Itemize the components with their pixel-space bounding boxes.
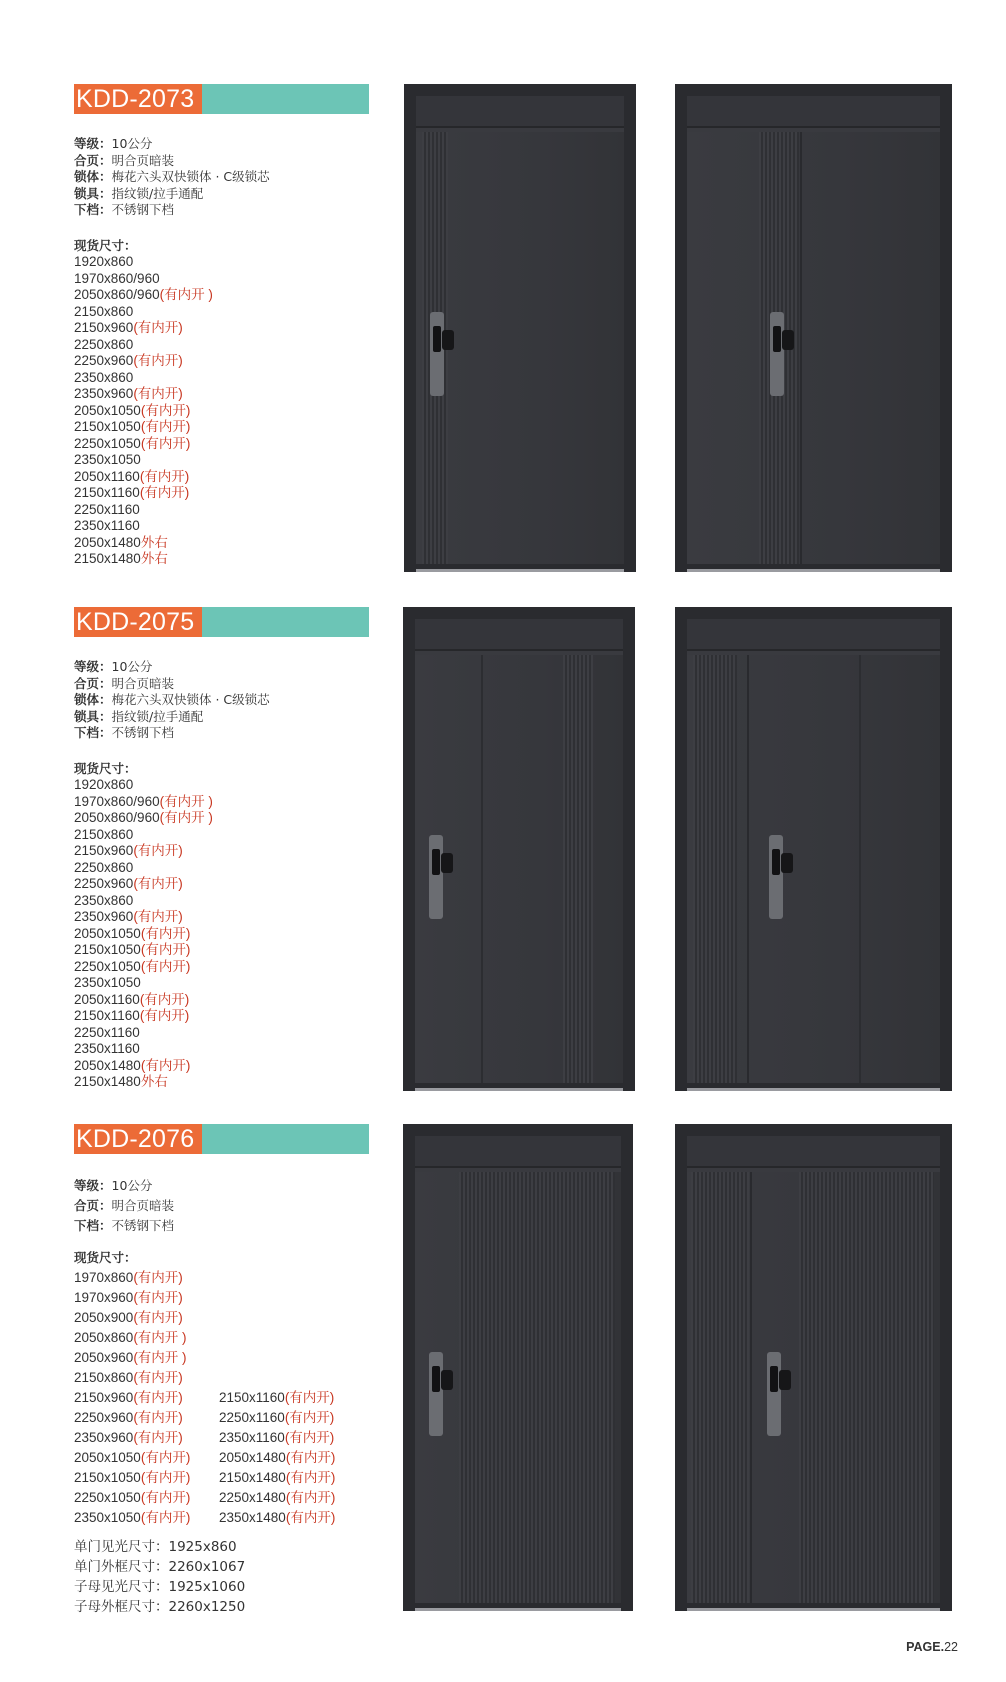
door-groove-line	[859, 655, 861, 1083]
size-item: 2050x1480外右	[74, 534, 168, 550]
door-groove-line	[481, 655, 483, 1083]
size-item: 2350x860	[74, 892, 134, 908]
spec-line: 等级：10公分	[74, 1178, 153, 1193]
size-list	[74, 777, 270, 1091]
size-item: 2150x1050(有内开)	[74, 1470, 191, 1485]
size-item: 2150x1160(有内开)	[219, 1390, 335, 1405]
size-item: 2150x1480外右	[74, 551, 168, 566]
dimension-item: 单门见光尺寸：1925x860	[74, 1539, 237, 1555]
door-seam	[747, 655, 749, 1083]
door-image-single	[404, 84, 636, 572]
size-item: 2150x1160(有内开)	[74, 485, 190, 500]
size-item: 2150x1480(有内开)	[219, 1470, 336, 1485]
size-item: 1920x860	[74, 777, 134, 792]
size-item: 2350x1160	[74, 518, 140, 533]
door-threshold	[415, 1088, 623, 1091]
spec-line: 合页：明合页暗装	[74, 152, 175, 168]
sizes-heading: 现货尺寸：	[74, 760, 137, 776]
sizes-heading: 现货尺寸：	[74, 237, 137, 253]
size-item: 2350x1160(有内开)	[219, 1430, 335, 1445]
size-item: 1970x860/960	[74, 270, 160, 286]
size-item: 2050x860/960(有内开 )	[74, 287, 213, 302]
smart-lock-handle	[767, 1352, 781, 1436]
size-item: 2150x960(有内开)	[74, 320, 183, 335]
dimension-item: 子母见光尺寸：1925x1060	[74, 1579, 246, 1595]
door-panel	[687, 1136, 940, 1603]
size-item: 1920x860	[74, 254, 134, 269]
spec-list	[74, 136, 270, 568]
size-item: 2350x1050	[74, 975, 141, 990]
size-item: 2150x960(有内开)	[74, 843, 183, 858]
size-item: 2150x860(有内开)	[74, 1370, 183, 1385]
door-leaf	[687, 655, 940, 1083]
door-image-double	[675, 1124, 952, 1611]
door-seam	[750, 1172, 752, 1603]
door-panel	[687, 619, 940, 1083]
size-item: 2050x860(有内开 )	[74, 1330, 187, 1345]
dimension-item: 子母外框尺寸：2260x1250	[74, 1599, 246, 1615]
spec-line: 锁具：指纹锁/拉手通配	[74, 185, 204, 201]
size-column-right	[219, 1268, 364, 1528]
door-panel	[415, 619, 623, 1083]
spec-line: 下档：不锈钢下档	[74, 202, 175, 217]
door-leaf	[687, 132, 940, 564]
size-item: 2250x1480(有内开)	[219, 1490, 336, 1505]
spec-line: 下档：不锈钢下档	[74, 1218, 175, 1233]
door-transom	[687, 96, 940, 128]
size-item: 2350x1050	[74, 452, 141, 467]
door-transom	[415, 619, 623, 651]
size-item: 2250x1160	[74, 1024, 140, 1040]
size-item: 2050x960(有内开 )	[74, 1350, 187, 1365]
door-threshold	[415, 1608, 621, 1611]
spec-list	[74, 659, 270, 1091]
door-image-double	[675, 84, 952, 572]
size-item: 2150x1050(有内开)	[74, 942, 191, 957]
size-item: 2050x900(有内开)	[74, 1310, 183, 1325]
size-item: 2350x1160	[74, 1041, 140, 1056]
door-leaf	[687, 1172, 940, 1603]
door-leaf	[415, 655, 623, 1083]
dimension-item: 单门外框尺寸：2260x1067	[74, 1559, 246, 1575]
page-number: PAGE.22	[906, 1640, 958, 1654]
door-image-single	[403, 607, 635, 1091]
size-item: 2250x860	[74, 336, 134, 352]
door-threshold	[687, 1608, 940, 1611]
door-seam	[800, 132, 802, 564]
size-item: 2350x960(有内开)	[74, 1430, 183, 1445]
spec-line: 锁具：指纹锁/拉手通配	[74, 708, 204, 724]
spec-line: 合页：明合页暗装	[74, 1198, 175, 1213]
door-image-double	[675, 607, 952, 1091]
door-grooves	[691, 1172, 749, 1603]
size-item: 2150x1480外右	[74, 1074, 168, 1089]
size-item: 2050x1160(有内开)	[74, 991, 190, 1007]
door-grooves	[459, 1172, 615, 1603]
spec-list	[74, 1176, 364, 1617]
door-image-single	[403, 1124, 633, 1611]
model-title: KDD-2075	[74, 607, 202, 637]
size-item: 2050x1480(有内开)	[219, 1450, 336, 1465]
spec-line: 锁体：梅花六头双快锁体 · C级锁芯	[74, 169, 270, 184]
size-item: 2250x860	[74, 859, 134, 875]
door-threshold	[687, 569, 940, 572]
size-item: 2350x1050(有内开)	[74, 1510, 191, 1525]
size-item: 2050x860/960(有内开 )	[74, 810, 213, 825]
door-panel	[415, 1136, 621, 1603]
size-item: 2250x960(有内开)	[74, 876, 183, 891]
door-leaf	[415, 1172, 621, 1603]
door-leaf	[416, 132, 624, 564]
model-title-bar	[74, 1124, 369, 1154]
door-threshold	[416, 569, 624, 572]
size-list	[74, 254, 270, 568]
size-item: 2050x1050(有内开)	[74, 1450, 191, 1465]
size-column-left	[74, 1268, 219, 1528]
door-transom	[687, 619, 940, 651]
size-item: 2150x1050(有内开)	[74, 419, 191, 434]
size-item: 2150x860	[74, 303, 134, 319]
smart-lock-handle	[769, 835, 783, 919]
model-title: KDD-2073	[74, 84, 202, 114]
spec-line: 等级：10公分	[74, 136, 153, 151]
model-title-bar	[74, 84, 369, 114]
sizes-heading: 现货尺寸：	[74, 1250, 137, 1265]
size-item: 2250x1050(有内开)	[74, 435, 191, 451]
spec-line: 锁体：梅花六头双快锁体 · C级锁芯	[74, 692, 270, 707]
size-list	[74, 1268, 364, 1528]
size-item: 2050x1160(有内开)	[74, 468, 190, 484]
size-item: 2350x960(有内开)	[74, 386, 183, 401]
model-title: KDD-2076	[74, 1124, 202, 1154]
size-item: 2150x1160(有内开)	[74, 1008, 190, 1023]
size-item: 1970x860(有内开)	[74, 1270, 183, 1285]
size-item: 2250x1160	[74, 501, 140, 517]
size-item: 2050x1480(有内开)	[74, 1057, 191, 1073]
size-item: 2350x960(有内开)	[74, 909, 183, 924]
door-panel	[416, 96, 624, 564]
size-item: 2250x1050(有内开)	[74, 1490, 191, 1505]
size-item: 1970x960(有内开)	[74, 1290, 183, 1305]
door-grooves	[563, 655, 593, 1083]
smart-lock-handle	[429, 835, 443, 919]
smart-lock-handle	[429, 1352, 443, 1436]
size-item: 2250x1160(有内开)	[219, 1410, 335, 1425]
door-grooves	[693, 655, 737, 1083]
smart-lock-handle	[770, 312, 784, 396]
door-threshold	[687, 1088, 940, 1091]
size-item: 2050x1050(有内开)	[74, 402, 191, 418]
size-item: 2150x960(有内开)	[74, 1390, 183, 1405]
size-item: 2350x1480(有内开)	[219, 1510, 336, 1525]
size-item: 2050x1050(有内开)	[74, 925, 191, 941]
size-item: 2250x960(有内开)	[74, 353, 183, 368]
smart-lock-handle	[430, 312, 444, 396]
size-item: 2150x860	[74, 826, 134, 842]
size-item: 2250x960(有内开)	[74, 1410, 183, 1425]
size-item: 2350x860	[74, 369, 134, 385]
door-transom	[687, 1136, 940, 1168]
door-grooves	[799, 1172, 934, 1603]
door-panel	[687, 96, 940, 564]
dimension-list	[74, 1537, 364, 1617]
size-item: 1970x860/960(有内开 )	[74, 793, 213, 809]
size-item: 2250x1050(有内开)	[74, 958, 191, 974]
door-transom	[416, 96, 624, 128]
model-title-bar	[74, 607, 369, 637]
spec-line: 等级：10公分	[74, 659, 153, 674]
spec-line: 合页：明合页暗装	[74, 675, 175, 691]
spec-line: 下档：不锈钢下档	[74, 725, 175, 740]
door-transom	[415, 1136, 621, 1168]
